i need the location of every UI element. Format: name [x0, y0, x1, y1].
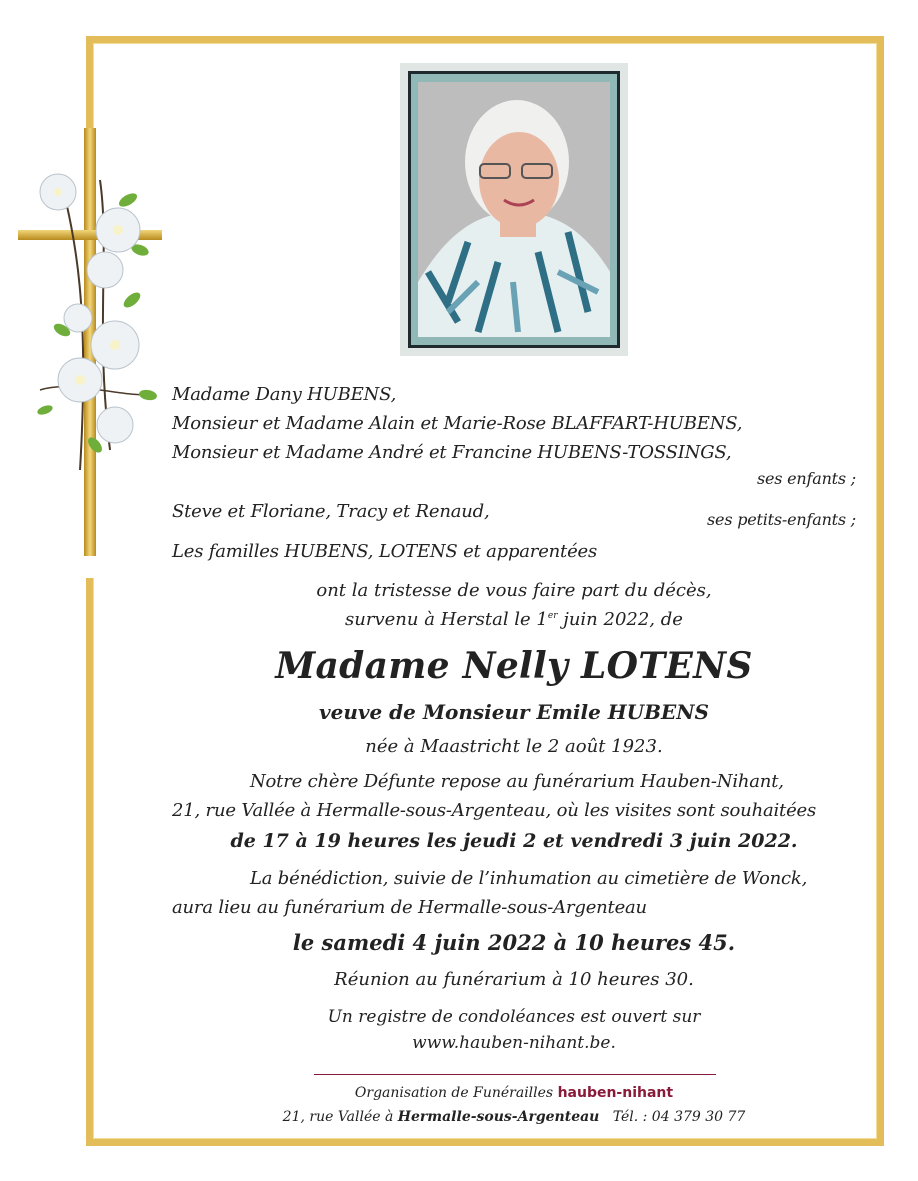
family-line-2: Monsieur et Madame Alain et Marie-Rose BLAFFART-HUBENS,: [172, 413, 743, 434]
children-label: ses enfants ;: [756, 469, 856, 488]
announcement-line-1: ont la tristesse de vous faire part du décès,: [316, 580, 712, 601]
footer-address-city: Hermalle-sous-Argenteau: [397, 1109, 600, 1125]
photo-mat: [411, 74, 617, 345]
photo-border: [408, 71, 620, 348]
reunion-line: Réunion au funérarium à 10 heures 30.: [334, 969, 694, 990]
footer-org: [172, 1085, 856, 1101]
grandchildren: Steve et Floriane, Tracy et Renaud,: [172, 501, 490, 522]
footer-separator: [314, 1074, 716, 1075]
portrait-icon: [418, 82, 610, 337]
visit-line-1: Notre chère Défunte repose au funérarium Hauben-Nihant,: [250, 771, 784, 792]
portrait-drawing: [418, 82, 610, 337]
announcement-post: juin 2022, de: [557, 609, 683, 630]
families-line: Les familles HUBENS, LOTENS et apparentées: [172, 541, 598, 562]
condolences-line-1: Un registre de condoléances est ouvert sur: [327, 1007, 701, 1027]
brand-logo: hauben-nihant: [557, 1085, 674, 1101]
grandchildren-label: ses petits-enfants ;: [707, 510, 856, 529]
visit-line-2: 21, rue Vallée à Hermalle-sous-Argenteau, où les visites sont souhaitées: [172, 800, 817, 821]
footer-address: [172, 1109, 856, 1125]
widow-line: veuve de Monsieur Emile HUBENS: [318, 700, 709, 724]
ceremony-line-1: La bénédiction, suivie de l’inhumation au cimetière de Wonck,: [250, 868, 808, 889]
announcement-line-2: [172, 609, 856, 630]
ceremony-line-2: aura lieu au funérarium de Hermalle-sous-Argenteau: [172, 897, 647, 918]
ceremony-line-3: le samedi 4 juin 2022 à 10 heures 45.: [292, 930, 736, 955]
portrait-photo: [400, 63, 628, 356]
footer-phone: Tél. : 04 379 30 77: [612, 1109, 746, 1125]
condolences-url[interactable]: www.hauben-nihant.be.: [412, 1033, 616, 1053]
footer-org-label: Organisation de Funérailles: [354, 1085, 554, 1101]
visit-line-3: de 17 à 19 heures les jeudi 2 et vendredi 3 juin 2022.: [230, 830, 798, 852]
family-line-1: Madame Dany HUBENS,: [172, 384, 397, 405]
deceased-name: Madame Nelly LOTENS: [275, 645, 753, 687]
announcement-pre: survenu à Herstal le 1: [345, 609, 548, 630]
announcement-sup: er: [547, 611, 558, 621]
cross-flowers-icon: [0, 0, 170, 560]
family-line-3: Monsieur et Madame André et Francine HUBENS-TOSSINGS,: [172, 442, 732, 463]
birth-line: née à Maastricht le 2 août 1923.: [365, 736, 663, 757]
footer-address-pre: 21, rue Vallée à: [282, 1109, 398, 1125]
